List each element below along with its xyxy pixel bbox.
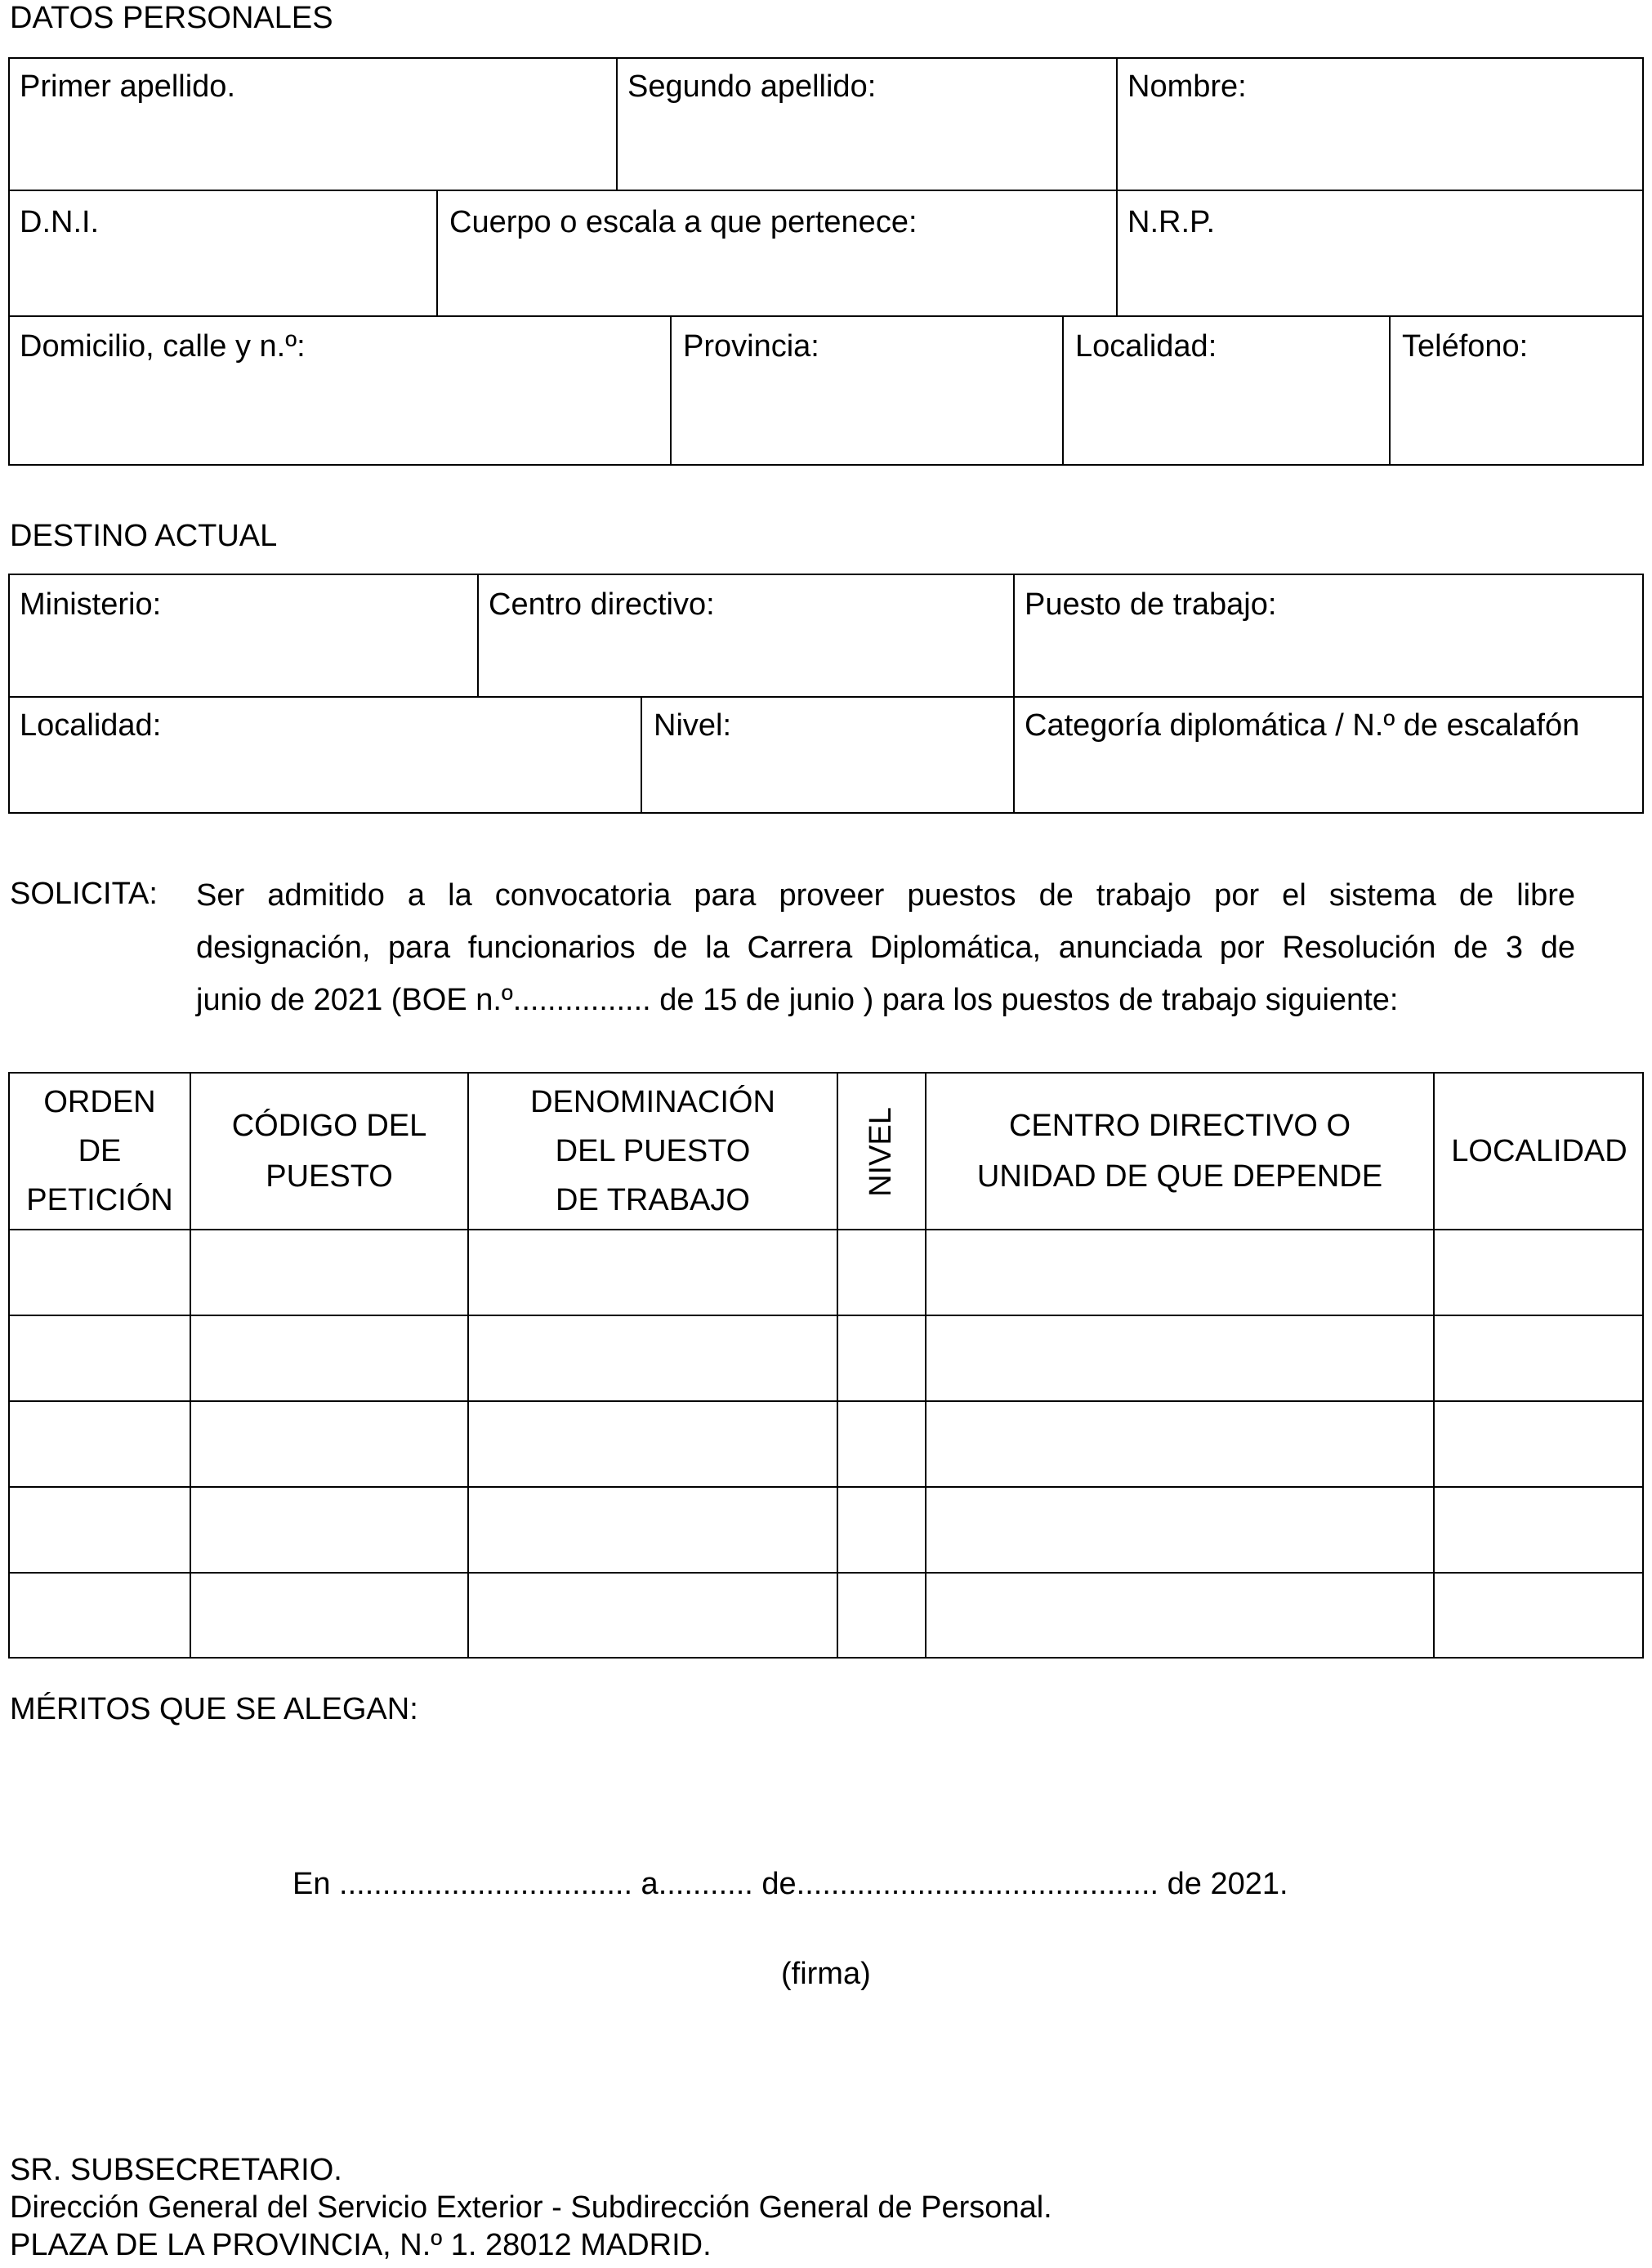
divider xyxy=(1116,57,1118,317)
solicita-line: Ser admitido a la convocatoria para proveer puestos de trabajo por el sistema de libre xyxy=(196,878,1575,913)
header-codigo-puesto xyxy=(191,1074,467,1229)
telefono-field[interactable]: Teléfono: xyxy=(1402,329,1529,364)
footer-destinatario: SR. SUBSECRETARIO. xyxy=(10,2153,342,2187)
header-line: PETICIÓN xyxy=(26,1183,173,1217)
footer-direccion: Dirección General del Servicio Exterior - Subdirección General de Personal. xyxy=(10,2190,1052,2225)
divider xyxy=(1013,574,1015,814)
header-line: PUESTO xyxy=(266,1159,393,1194)
header-line: DE xyxy=(78,1134,122,1168)
nivel-field[interactable]: Nivel: xyxy=(654,708,732,743)
divider xyxy=(670,315,672,466)
destino-localidad-field[interactable]: Localidad: xyxy=(20,708,162,743)
categoria-diplomatica-field[interactable]: Categoría diplomática / N.º de escalafón xyxy=(1025,708,1580,743)
header-denominacion-puesto xyxy=(469,1074,837,1229)
segundo-apellido-field[interactable]: Segundo apellido: xyxy=(627,69,877,104)
meritos-label: MÉRITOS QUE SE ALEGAN: xyxy=(10,1692,418,1726)
divider xyxy=(436,190,438,317)
centro-directivo-field[interactable]: Centro directivo: xyxy=(489,587,715,622)
header-line: DE TRABAJO xyxy=(556,1183,750,1217)
header-line: CENTRO DIRECTIVO O xyxy=(1008,1109,1351,1143)
table-row-divider xyxy=(8,1315,1644,1316)
header-nivel: NIVEL xyxy=(864,1107,898,1197)
nrp-field[interactable]: N.R.P. xyxy=(1127,205,1216,239)
divider xyxy=(8,696,1644,698)
header-centro-directivo xyxy=(926,1074,1433,1229)
table-col-divider xyxy=(837,1072,838,1659)
divider xyxy=(8,315,1644,317)
dni-field[interactable]: D.N.I. xyxy=(20,205,100,239)
divider xyxy=(616,57,618,190)
destino-actual-table xyxy=(8,574,1644,814)
cuerpo-escala-field[interactable]: Cuerpo o escala a que pertenece: xyxy=(449,205,918,239)
divider xyxy=(8,190,1644,191)
table-row-divider xyxy=(8,1400,1644,1402)
ministerio-field[interactable]: Ministerio: xyxy=(20,587,162,622)
table-row-divider xyxy=(8,1486,1644,1488)
header-line: CÓDIGO DEL xyxy=(231,1109,427,1143)
footer-address: PLAZA DE LA PROVINCIA, N.º 1. 28012 MADRID. xyxy=(10,2228,712,2262)
header-line: UNIDAD DE QUE DEPENDE xyxy=(976,1159,1383,1194)
table-header-divider xyxy=(8,1229,1644,1230)
fecha-line[interactable]: En .................................. a........... de.......................................... de 2021. xyxy=(292,1867,1288,1901)
divider xyxy=(641,696,642,814)
puesto-trabajo-field[interactable]: Puesto de trabajo: xyxy=(1025,587,1277,622)
localidad-field[interactable]: Localidad: xyxy=(1075,329,1217,364)
divider xyxy=(1062,315,1064,466)
datos-personales-table xyxy=(8,57,1644,466)
header-orden-peticion xyxy=(10,1074,190,1229)
solicita-line: junio de 2021 (BOE n.º................ de 15 de junio ) para los puestos de trabajo siguiente: xyxy=(196,983,1399,1017)
firma-label: (firma) xyxy=(781,1957,871,1991)
header-localidad: LOCALIDAD xyxy=(1451,1134,1627,1168)
header-line: DEL PUESTO xyxy=(555,1134,751,1168)
header-line: ORDEN xyxy=(43,1085,156,1119)
nombre-field[interactable]: Nombre: xyxy=(1127,69,1247,104)
domicilio-field[interactable]: Domicilio, calle y n.º: xyxy=(20,329,306,364)
divider xyxy=(1389,315,1391,466)
solicita-label: SOLICITA: xyxy=(10,877,158,911)
solicita-paragraph xyxy=(196,869,1575,1026)
section-title-datos-personales: DATOS PERSONALES xyxy=(10,1,333,35)
table-row-divider xyxy=(8,1572,1644,1574)
section-title-destino-actual: DESTINO ACTUAL xyxy=(10,519,278,553)
primer-apellido-field[interactable]: Primer apellido. xyxy=(20,69,235,104)
solicita-line: designación, para funcionarios de la Carrera Diplomática, anunciada por Resolución de 3 de xyxy=(196,931,1575,965)
divider xyxy=(477,574,479,696)
header-line: DENOMINACIÓN xyxy=(530,1085,775,1119)
provincia-field[interactable]: Provincia: xyxy=(683,329,819,364)
